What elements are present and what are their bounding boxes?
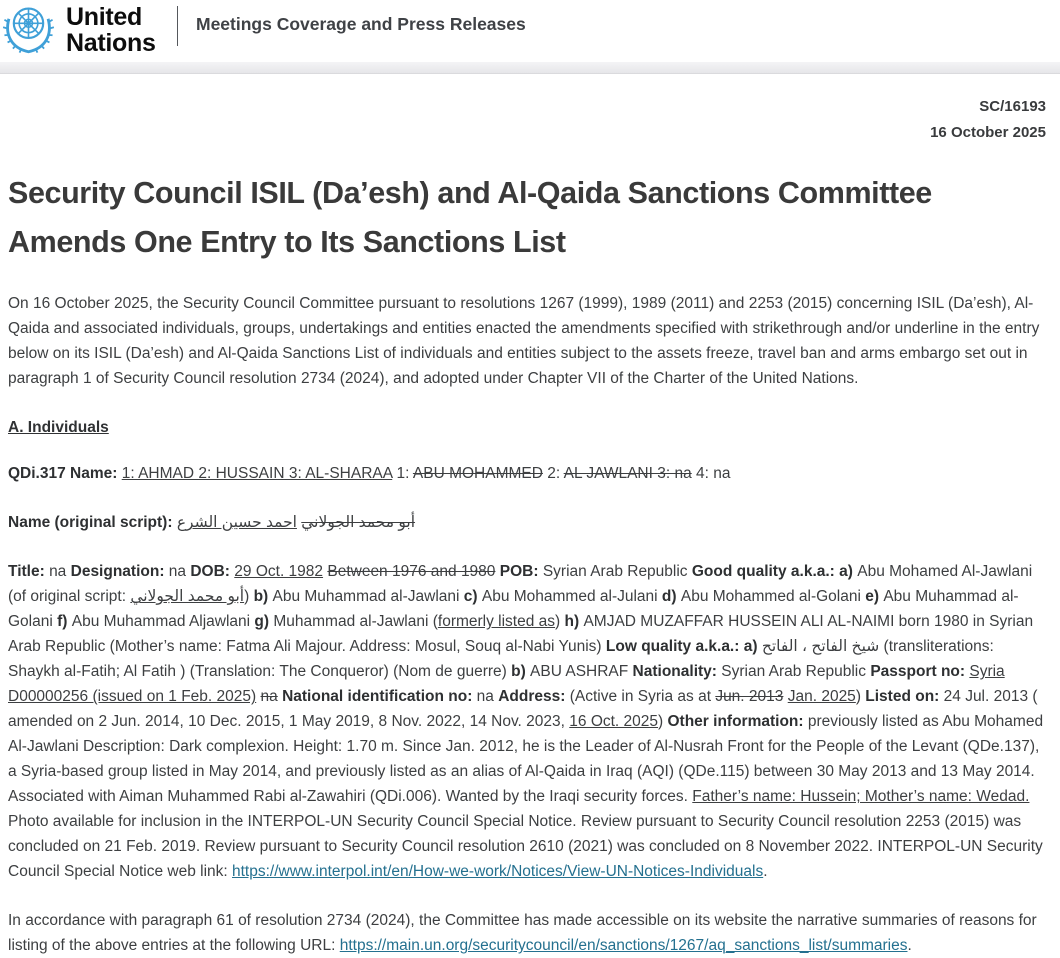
site-header	[0, 0, 1060, 62]
text-segment: h)	[564, 613, 584, 631]
text-segment: أبو محمد الجولاني	[301, 514, 416, 532]
text-segment: b)	[511, 663, 531, 681]
text-segment: c)	[463, 588, 482, 606]
text-segment: AMJAD MUZAFFAR HUSSEIN ALI AL-NAIMI born 1980 in Syrian Arab Republic (Mother’s name: Fatma Ali Majour. Address: Mosul, Souq al-Nabi Yunis)	[8, 613, 1034, 656]
text-segment: previously listed as Abu Mohamed Al-Jawlani Description: Dark complexion. Height: 1.70 m. Since Jan. 2012, he is the Leader of Al-Nusrah Front for the People of the Levant (QDe.137), a Syria-based group listed in May 2014, and previously listed as an alias of Al-Qaida in Iraq (AQI) (QDe.115) between 30 May 2013 and 13 May 2014. Associated with Aiman Muhammed Rabi al-Zawahiri (QDi.006). Wanted by the Iraqi security forces.	[8, 713, 1044, 806]
text-segment: Syria D00000256 (issued on 1 Feb. 2025)	[8, 663, 1005, 706]
text-segment: na	[49, 563, 71, 581]
text-segment: Jun. 2013	[715, 688, 784, 706]
text-segment: Abu Muhammad al-Jawlani	[272, 588, 464, 606]
text-segment: formerly listed as	[437, 613, 556, 631]
intro-paragraph: On 16 October 2025, the Security Council Committee pursuant to resolutions 1267 (1999), 1989 (2011) and 2253 (2015) concerning ISIL (Da’esh), Al-Qaida and associated individuals, groups, undertakings and entities enacted the amendments specified with strikethrough and/or underline in the entry below on its ISIL (Da’esh) and Al-Qaida Sanctions List of individuals and entities subject to the assets freeze, travel ban and arms embargo set out in paragraph 1 of Security Council resolution 2734 (2024), and adopted under Chapter VII of the Charter of the United Nations.	[8, 295, 1040, 388]
un-emblem-logo[interactable]	[0, 1, 57, 58]
text-segment: 1: AHMAD 2: HUSSAIN 3: AL-SHARAA	[121, 465, 393, 483]
text-segment: 1:	[392, 465, 413, 483]
text-segment: Father’s name: Hussein; Mother’s name: Wedad.	[692, 788, 1030, 806]
text-segment: Syrian Arab Republic	[542, 563, 692, 581]
link[interactable]: https://main.un.org/securitycouncil/en/sanctions/1267/aq_sanctions_list/summaries	[339, 937, 908, 955]
text-segment: احمد حسين الشرع	[176, 514, 297, 532]
section-heading-individuals: A. Individuals	[8, 419, 109, 437]
text-segment: Abu Mohammed al-Julani	[481, 588, 662, 606]
text-segment: Listed on:	[865, 688, 944, 706]
entry-name-line	[8, 461, 1046, 486]
text-segment: ABU MOHAMMED	[412, 465, 543, 483]
text-segment: 16 Oct. 2025	[569, 713, 659, 731]
text-segment: Nationality:	[632, 663, 722, 681]
text-segment: )	[658, 713, 668, 731]
text-segment: Abu Muhammad Aljawlani	[71, 613, 255, 631]
text-segment: DOB:	[190, 563, 235, 581]
text-segment: شيخ الفاتح ، الفاتح	[761, 638, 880, 656]
link[interactable]: https://www.interpol.int/en/How-we-work/Notices/View-UN-Notices-Individuals	[232, 863, 764, 881]
un-globe-icon	[0, 1, 57, 58]
text-segment: Other information:	[667, 713, 808, 731]
text-segment: (transliterations: Shaykh al-Fatih; Al Fatih ) (Translation: The Conqueror) (Nom de guerre)	[8, 638, 994, 681]
text-segment: 2:	[542, 465, 564, 483]
entry-original-script-line	[8, 510, 1046, 535]
entry-details-paragraph	[8, 559, 1046, 884]
text-segment: POB:	[499, 563, 543, 581]
text-segment: أبو محمد الجولاني	[130, 588, 245, 606]
text-segment: Address:	[498, 688, 570, 706]
text-segment: QDi.317 Name:	[8, 465, 122, 483]
content-area	[0, 94, 1060, 958]
text-segment: f)	[57, 613, 72, 631]
text-segment: ABU ASHRAF	[530, 663, 633, 681]
closing-paragraph	[8, 908, 1046, 958]
text-segment: e)	[865, 588, 884, 606]
text-segment: d)	[661, 588, 681, 606]
text-segment: Low quality a.k.a.: a)	[605, 638, 762, 656]
text-segment: Syrian Arab Republic	[721, 663, 871, 681]
site-title: Meetings Coverage and Press Releases	[196, 14, 526, 34]
text-segment: 4: na	[691, 465, 731, 483]
text-segment: AL JAWLANI 3: na	[563, 465, 692, 483]
text-segment: Photo available for inclusion in the INTERPOL-UN Security Council Special Notice. Review pursuant to Security Council resolution 2253 (2015) was concluded on 21 Feb. 2019. Review pursuant to Security Council resolution 2610 (2021) was concluded on 8 November 2022. INTERPOL-UN Security Council Special Notice web link:	[8, 813, 1043, 881]
un-wordmark-line2: Nations	[66, 29, 156, 57]
header-band-divider	[0, 62, 1060, 74]
text-segment: g)	[254, 613, 274, 631]
document-symbol: SC/16193	[979, 98, 1046, 115]
text-segment: Abu Muhammad al-Golani	[8, 588, 1019, 631]
text-segment: Title:	[8, 563, 50, 581]
un-wordmark[interactable]	[66, 4, 156, 56]
text-segment: 29 Oct. 1982	[234, 563, 324, 581]
text-segment: Abu Mohamed Al-Jawlani (of original script:	[8, 563, 1033, 606]
text-segment: )	[555, 613, 565, 631]
text-segment: Muhammad al-Jawlani (	[273, 613, 438, 631]
text-segment: Passport no:	[870, 663, 970, 681]
text-segment: na	[260, 688, 278, 706]
text-segment: Jan. 2025	[787, 688, 856, 706]
text-segment: )	[244, 588, 254, 606]
text-segment: 24 Jul. 2013 ( amended on 2 Jun. 2014, 10 Dec. 2015, 1 May 2019, 8 Nov. 2022, 14 Nov. 2023,	[8, 688, 1038, 731]
text-segment: b)	[253, 588, 273, 606]
text-segment: National identification no:	[282, 688, 477, 706]
text-segment: Abu Mohammed al-Golani	[680, 588, 866, 606]
text-segment: Good quality a.k.a.: a)	[691, 563, 858, 581]
text-segment: na	[476, 688, 499, 706]
text-segment: .	[907, 937, 912, 955]
text-segment: )	[855, 688, 866, 706]
document-meta	[8, 94, 1046, 147]
text-segment: In accordance with paragraph 61 of resolution 2734 (2024), the Committee has made accessible on its website the narrative summaries of reasons for listing of the above entries at the following URL:	[8, 912, 1037, 955]
text-segment: (Active in Syria as at	[569, 688, 716, 706]
text-segment: na	[168, 563, 191, 581]
text-segment: .	[763, 863, 768, 881]
text-segment: Designation:	[70, 563, 169, 581]
text-segment: Between 1976 and 1980	[327, 563, 496, 581]
page-title: Security Council ISIL (Da’esh) and Al-Qaida Sanctions Committee Amends One Entry to Its Sanctions List	[8, 175, 932, 259]
header-vertical-divider	[177, 6, 178, 46]
document-date: 16 October 2025	[930, 124, 1046, 142]
text-segment: Name (original script):	[8, 514, 177, 532]
un-wordmark-line1: United	[66, 3, 142, 31]
